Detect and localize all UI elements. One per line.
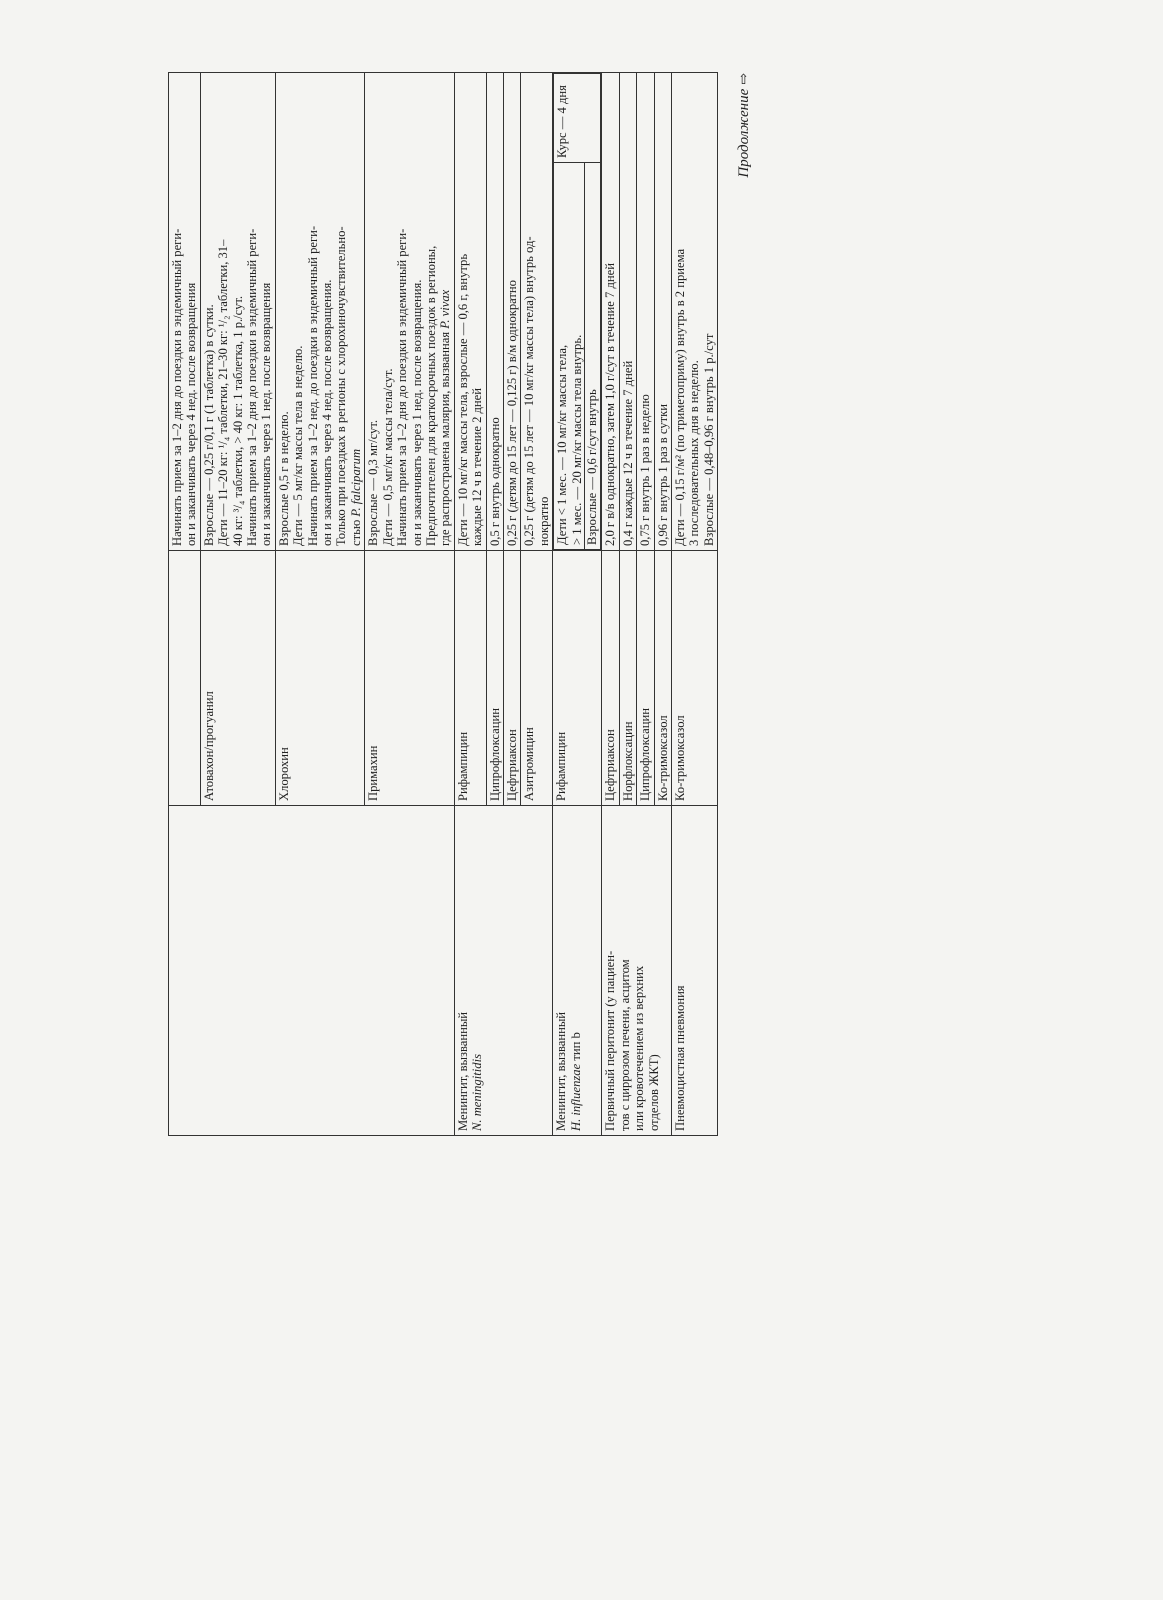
dosage-line: он и заканчивать через 1 нед. после возвращения <box>259 282 274 546</box>
condition-cell <box>454 806 552 1136</box>
dosage-cell <box>503 73 520 551</box>
dosage-line: Предпочтителен для краткосрочных поездок в регионы, <box>423 245 438 546</box>
dosage-line: Начинать прием за 1–2 нед. до поездки в эндемичный реги- <box>305 225 320 546</box>
drug-name: Ципрофлоксацин <box>638 708 653 801</box>
continuation-label: Продолжение <box>736 88 752 178</box>
table-row <box>553 73 602 1136</box>
drug-name: Примахин <box>366 745 381 801</box>
dosage-line: он и заканчивать через 4 нед. после возвращения <box>184 282 199 546</box>
dosage-line: 3 последовательных дня в неделю. <box>687 360 702 546</box>
drug-cell <box>200 551 275 806</box>
dosage-cell <box>637 73 654 551</box>
condition-cell <box>672 806 718 1136</box>
table-row <box>454 73 486 1136</box>
pathogen-name: P. vivax <box>438 289 453 329</box>
drug-cell <box>619 551 636 806</box>
dosage-line: Взрослые — 0,6 г/сут внутрь <box>584 163 599 549</box>
dosage-line <box>438 77 452 546</box>
drug-cell <box>602 551 619 806</box>
dosage-line: Дети < 1 мес. — 10 мг/кг массы тела, <box>555 344 570 545</box>
drug-name: Хлорохин <box>276 747 291 801</box>
dosage-line: он и заканчивать через 4 нед. после возвращения. <box>320 279 335 546</box>
dosage-cell <box>275 73 364 551</box>
drug-name: Цефтриаксон <box>603 729 618 801</box>
table-row <box>602 73 619 1136</box>
dosage-line: Дети — 11–20 кг: ¹/₄ таблетки, 21–30 кг: ¹/₂ таблетки, 31– <box>216 239 231 546</box>
course-duration: Курс — 4 дня <box>555 85 570 158</box>
drug-cell <box>503 551 520 806</box>
dosage-line: Взрослые 0,5 г в неделю. <box>276 411 291 546</box>
dosage-text: где распространена малярия, вызванная <box>438 328 453 546</box>
drug-cell <box>486 551 503 806</box>
dosage-line: Дети — 0,5 мг/кг массы тела/сут. <box>380 368 395 546</box>
dosage-line: Дети — 10 мг/кг массы тела, взрослые — 0,6 г, внутрь <box>455 253 470 546</box>
dosage-line: Начинать прием за 1–2 дня до поездки в эндемичный реги- <box>170 228 184 546</box>
condition-name: Менингит, вызванный <box>455 1011 470 1131</box>
dosage-line: > 1 мес. — 20 мг/кг массы тела внутрь. <box>569 334 584 545</box>
dosage-cell <box>602 73 619 551</box>
condition-name: Первичный перитонит (у пациен- <box>603 950 618 1131</box>
dosage-cell <box>200 73 275 551</box>
dosage-line: нократно <box>536 496 551 546</box>
drug-cell <box>365 551 454 806</box>
condition-subline <box>569 810 583 1131</box>
dosage-line: 2,0 г в/в однократно, затем 1,0 г/сут в течение 7 дней <box>603 263 618 546</box>
dosage-line: 0,75 г внутрь 1 раз в неделю <box>638 394 653 546</box>
drug-cell <box>553 551 602 806</box>
drug-cell <box>637 551 654 806</box>
dosage-line: Начинать прием за 1–2 дня до поездки в эндемичный реги- <box>245 228 260 546</box>
dosage-cell <box>486 73 503 551</box>
table-row <box>169 73 201 1136</box>
condition-cell <box>169 806 455 1136</box>
dosage-line: Только при поездках в регионы с хлорохиночувствительно- <box>334 226 349 546</box>
condition-name: Пневмоцистная пневмония <box>673 985 687 1131</box>
drug-cell <box>521 551 553 806</box>
pathogen-name: P. falciparum <box>348 448 363 517</box>
condition-name: отделов ЖКТ) <box>646 1054 661 1131</box>
drug-cell <box>275 551 364 806</box>
condition-name: Менингит, вызванный <box>554 1011 569 1131</box>
dosage-cell <box>454 73 486 551</box>
dosage-line: 0,25 г (детям до 15 лет — 10 мг/кг массы тела) внутрь од- <box>522 236 537 546</box>
continuation-note <box>736 73 753 1136</box>
rotated-table-block <box>168 73 868 1136</box>
condition-name: тов с циррозом печени, асцитом <box>617 959 632 1131</box>
dosage-cell <box>553 73 602 551</box>
dosage-line: Взрослые — 0,48–0,96 г внутрь 1 р./сут <box>701 333 716 546</box>
drug-name: Норфлоксацин <box>620 721 635 801</box>
dosage-line <box>349 77 363 546</box>
drug-name: Ко-тримоксазол <box>655 715 670 801</box>
dosage-cell <box>654 73 671 551</box>
drug-name: Ко-тримоксазол <box>673 715 687 801</box>
pathogen-name: H. influenzae <box>568 1063 583 1131</box>
table-row <box>672 73 718 1136</box>
dosage-cell <box>619 73 636 551</box>
dosage-line: Дети — 5 мг/кг массы тела в неделю. <box>291 345 306 546</box>
dosage-line: 0,96 г внутрь 1 раз в сутки <box>655 404 670 546</box>
dosage-text: стью <box>348 516 363 546</box>
dosage-line: 0,4 г каждые 12 ч в течение 7 дней <box>620 360 635 546</box>
dosage-line: он и заканчивать через 1 нед. после возвращения. <box>409 279 424 546</box>
drug-name: Ципрофлоксацин <box>487 708 502 801</box>
dosage-line: Дети — 0,15 г/м² (по триметоприму) внутрь в 2 приема <box>673 248 687 546</box>
condition-cell <box>602 806 672 1136</box>
drug-name: Рифампицин <box>554 731 569 801</box>
pathogen-type: тип b <box>568 1032 583 1064</box>
dosage-cell <box>169 73 201 551</box>
drug-name: Рифампицин <box>455 731 470 801</box>
dosage-subtable <box>553 73 601 550</box>
drug-name: Атовахон/прогуанил <box>201 691 216 801</box>
dosage-line: Взрослые — 0,25 г/0,1 г (1 таблетка) в сутки. <box>201 304 216 546</box>
dosage-line: Взрослые — 0,3 мг/сут. <box>366 419 381 546</box>
drug-cell <box>672 551 718 806</box>
drug-cell <box>454 551 486 806</box>
drug-name: Цефтриаксон <box>504 729 519 801</box>
pathogen-name: N. meningitidis <box>470 1054 485 1131</box>
dosage-line: 0,25 г (детям до 15 лет — 0,125 г) в/м однократно <box>504 280 519 546</box>
dosage-sub-left <box>554 163 601 550</box>
dosage-cell <box>365 73 454 551</box>
dosage-sub-right <box>554 74 601 163</box>
dosage-cell <box>672 73 718 551</box>
drug-name: Азитромицин <box>522 727 537 801</box>
dosage-line: 0,5 г внутрь однократно <box>487 417 502 546</box>
condition-name: или кровотечением из верхних <box>632 965 647 1131</box>
drug-cell <box>169 551 201 806</box>
arrow-icon: ⇨ <box>737 73 752 85</box>
drug-table <box>168 72 718 1136</box>
dosage-line: каждые 12 ч в течение 2 дней <box>470 388 485 546</box>
dosage-cell <box>521 73 553 551</box>
dosage-line: Начинать прием за 1–2 дня до поездки в эндемичный реги- <box>395 228 410 546</box>
condition-cell <box>553 806 602 1136</box>
drug-cell <box>654 551 671 806</box>
dosage-line: 40 кг: ³/₄ таблетки, > 40 кг: 1 таблетка, 1 р./сут. <box>230 295 245 546</box>
